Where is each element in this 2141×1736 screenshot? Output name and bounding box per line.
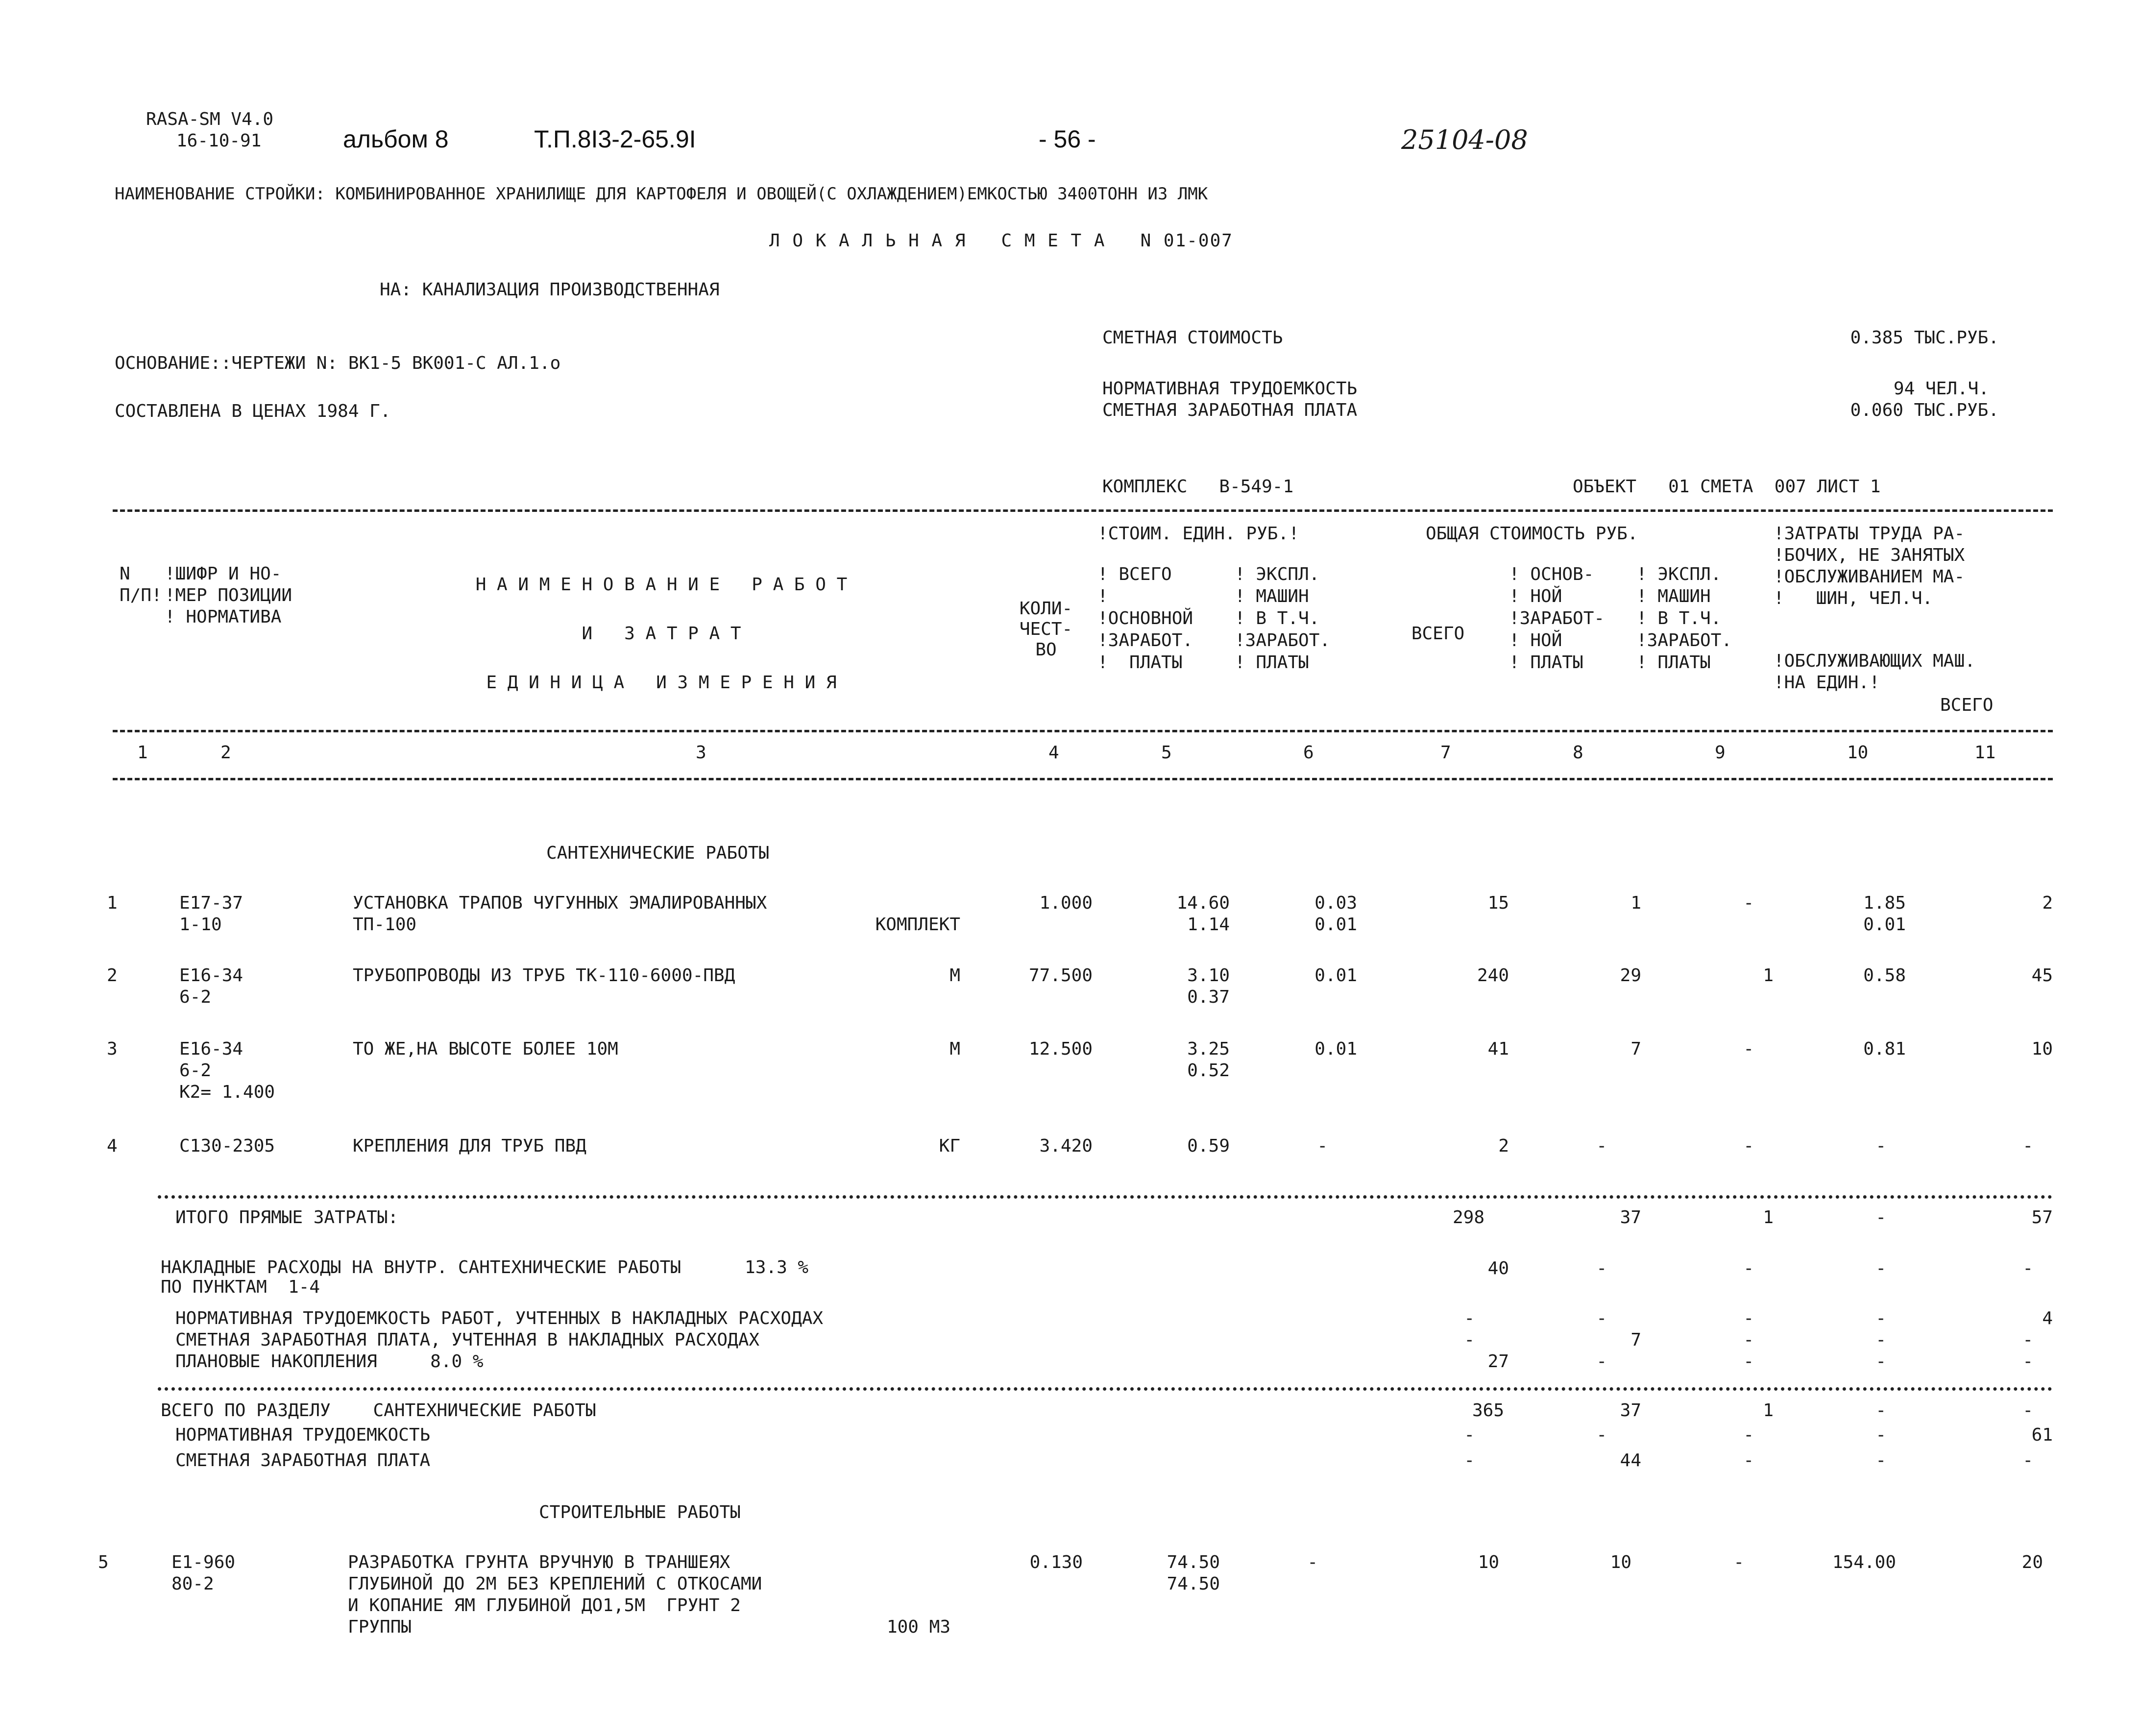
summary-cost-value: 0.385 ТЫС.РУБ. bbox=[1850, 328, 1999, 348]
wage-in-overhead-total: - bbox=[1464, 1330, 1475, 1350]
col-name-header-3: Е Д И Н И Ц А И З М Е Р Е Н И Я bbox=[486, 673, 837, 693]
row-unit-total: 0.59 bbox=[1187, 1136, 1230, 1156]
row-name: КРЕПЛЕНИЯ ДЛЯ ТРУБ ПВД bbox=[353, 1136, 586, 1156]
row-labor-unit: 1.85 0.01 bbox=[1863, 893, 1906, 935]
row-labor-unit: - bbox=[1875, 1136, 1886, 1156]
header-mid-rule bbox=[113, 730, 2053, 732]
print-date: 16-10-91 bbox=[176, 131, 262, 151]
row-unit-total: 3.25 0.52 bbox=[1187, 1039, 1230, 1081]
planned-savings-labor-unit: - bbox=[1875, 1351, 1886, 1372]
section-labor-machines: - bbox=[1743, 1425, 1754, 1445]
row-code: Е16-34 6-2 bbox=[179, 965, 243, 1007]
price-level: СОСТАВЛЕНА В ЦЕНАХ 1984 Г. bbox=[115, 401, 391, 421]
row-machines: - bbox=[1743, 893, 1754, 913]
estimate-title: Л О К А Л Ь Н А Я С М Е Т А N 01-007 bbox=[769, 231, 1233, 251]
direct-costs-wages: 37 bbox=[1620, 1207, 1641, 1228]
section-total-value: 365 bbox=[1472, 1400, 1504, 1421]
col-code-header: !ШИФР И НО- !МЕР ПОЗИЦИИ ! НОРМАТИВА bbox=[165, 564, 292, 627]
row-quantity: 77.500 bbox=[1028, 965, 1093, 986]
col-num-11: 11 bbox=[1974, 743, 1996, 763]
col-name-header-1: Н А И М Е Н О В А Н И Е Р А Б О Т bbox=[475, 575, 848, 595]
direct-costs-total: 298 bbox=[1452, 1207, 1484, 1228]
row-unit-machines: 0.01 bbox=[1314, 1039, 1357, 1059]
row-total: 41 bbox=[1487, 1039, 1509, 1059]
overhead-label: НАКЛАДНЫЕ РАСХОДЫ НА ВНУТР. САНТЕХНИЧЕСКИЕ РАБОТЫ 13.3 % ПО ПУНКТАМ 1-4 bbox=[161, 1257, 809, 1297]
row-total: 240 bbox=[1477, 965, 1509, 986]
summary-cost-label: СМЕТНАЯ СТОИМОСТЬ bbox=[1102, 328, 1283, 348]
section-total-labor-unit: - bbox=[1875, 1400, 1886, 1421]
col-6-header: ! ЭКСПЛ. ! МАШИН ! В Т.Ч. !ЗАРАБОТ. ! ПЛАТЫ bbox=[1235, 564, 1331, 673]
planned-savings-label: ПЛАНОВЫЕ НАКОПЛЕНИЯ 8.0 % bbox=[175, 1351, 484, 1372]
row-labor-total: 2 bbox=[2042, 893, 2053, 913]
row-labor-total: 45 bbox=[2031, 965, 2053, 986]
row-labor-total: - bbox=[2022, 1136, 2033, 1156]
summary-wage-label: СМЕТНАЯ ЗАРАБОТНАЯ ПЛАТА bbox=[1102, 400, 1358, 420]
row-name: ТО ЖЕ,НА ВЫСОТЕ БОЛЕЕ 10М bbox=[353, 1039, 618, 1059]
row-unit: КОМПЛЕКТ bbox=[875, 915, 960, 935]
row-unit-machines: 0.01 bbox=[1314, 965, 1357, 986]
row-unit-total: 14.60 1.14 bbox=[1176, 893, 1230, 935]
section-total-label: ВСЕГО ПО РАЗДЕЛУ САНТЕХНИЧЕСКИЕ РАБОТЫ bbox=[161, 1400, 596, 1421]
overhead-wages: - bbox=[1596, 1258, 1607, 1278]
summary-labor-value: 94 ЧЕЛ.Ч. bbox=[1893, 379, 1989, 399]
row-machines: - bbox=[1743, 1039, 1754, 1059]
labor-in-overhead-machines: - bbox=[1743, 1308, 1754, 1328]
row-name: РАЗРАБОТКА ГРУНТА ВРУЧНУЮ В ТРАНШЕЯХ ГЛУБИНОЙ ДО 2М БЕЗ КРЕПЛЕНИЙ С ОТКОСАМИ И КОПАНИЕ ЯМ ГЛУБИНОЙ ДО1,5М ГРУНТ 2 ГРУППЫ bbox=[348, 1552, 762, 1637]
row-unit-machines: 0.03 0.01 bbox=[1314, 893, 1357, 935]
row-total: 15 bbox=[1487, 893, 1509, 913]
row-unit-machines: - bbox=[1317, 1136, 1328, 1156]
row-machines: - bbox=[1733, 1552, 1744, 1572]
row-number: 5 bbox=[98, 1552, 109, 1572]
section-wage-machines: - bbox=[1743, 1450, 1754, 1471]
row-code: Е17-37 1-10 bbox=[179, 893, 243, 935]
row-quantity: 3.420 bbox=[1039, 1136, 1093, 1156]
col-5-header: ! ВСЕГО ! !ОСНОВНОЙ !ЗАРАБОТ. ! ПЛАТЫ bbox=[1097, 564, 1193, 673]
planned-savings-total: 27 bbox=[1487, 1351, 1509, 1372]
section-labor-labor-total: 61 bbox=[2031, 1425, 2053, 1445]
row-unit-total: 3.10 0.37 bbox=[1187, 965, 1230, 1007]
summary-wage-value: 0.060 ТЫС.РУБ. bbox=[1850, 400, 1999, 420]
col-num-4: 4 bbox=[1048, 743, 1059, 763]
overhead-total: 40 bbox=[1487, 1258, 1509, 1278]
col-quantity-header: КОЛИ- ЧЕСТ- ВО bbox=[1019, 599, 1073, 660]
col-num-8: 8 bbox=[1573, 743, 1583, 763]
row-name: УСТАНОВКА ТРАПОВ ЧУГУННЫХ ЭМАЛИРОВАННЫХ ТП-100 bbox=[353, 893, 767, 935]
row-name: ТРУБОПРОВОДЫ ИЗ ТРУБ ТК-110-6000-ПВД bbox=[353, 965, 735, 986]
section-labor-wages: - bbox=[1596, 1425, 1607, 1445]
unit-cost-header: !СТОИМ. ЕДИН. РУБ.! bbox=[1097, 524, 1299, 544]
labor-in-overhead-labor-total: 4 bbox=[2042, 1308, 2053, 1328]
direct-costs-machines: 1 bbox=[1763, 1207, 1774, 1228]
header-top-rule bbox=[113, 509, 2053, 512]
row-unit: КГ bbox=[939, 1136, 960, 1156]
row-labor-total: 10 bbox=[2031, 1039, 2053, 1059]
col-num-9: 9 bbox=[1715, 743, 1726, 763]
overhead-machines: - bbox=[1743, 1258, 1754, 1278]
col-10-header: !ОБСЛУЖИВАЮЩИХ МАШ. !НА ЕДИН.! bbox=[1774, 651, 1975, 693]
complex-code: КОМПЛЕКС В-549-1 bbox=[1102, 477, 1294, 497]
planned-savings-machines: - bbox=[1743, 1351, 1754, 1372]
row-quantity: 12.500 bbox=[1028, 1039, 1093, 1059]
row-wages: 29 bbox=[1620, 965, 1641, 986]
row-unit: М bbox=[949, 1039, 960, 1059]
page-number: - 56 - bbox=[1039, 125, 1096, 153]
row-quantity: 1.000 bbox=[1039, 893, 1093, 913]
row-machines: - bbox=[1743, 1136, 1754, 1156]
direct-costs-labor-unit: - bbox=[1875, 1207, 1886, 1228]
header-bottom-rule bbox=[113, 778, 2053, 780]
program-version: RASA-SM V4.0 bbox=[146, 109, 274, 129]
row-labor-unit: 0.58 bbox=[1863, 965, 1906, 986]
section-total-machines: 1 bbox=[1763, 1400, 1774, 1421]
construction-title: НАИМЕНОВАНИЕ СТРОЙКИ: КОМБИНИРОВАННОЕ ХРАНИЛИЩЕ ДЛЯ КАРТОФЕЛЯ И ОВОЩЕЙ(С ОХЛАЖДЕНИЕМ)ЕМКОСТЬЮ 3400ТОНН ИЗ ЛМК bbox=[115, 184, 1208, 204]
col-num-5: 5 bbox=[1161, 743, 1172, 763]
wage-in-overhead-wages: 7 bbox=[1630, 1330, 1641, 1350]
wage-in-overhead-labor-unit: - bbox=[1875, 1330, 1886, 1350]
col-9-header: ! ЭКСПЛ. ! МАШИН ! В Т.Ч. !ЗАРАБОТ. ! ПЛАТЫ bbox=[1636, 564, 1732, 673]
wage-in-overhead-label: СМЕТНАЯ ЗАРАБОТНАЯ ПЛАТА, УЧТЕННАЯ В НАКЛАДНЫХ РАСХОДАХ bbox=[175, 1330, 760, 1350]
col-7-header: ВСЕГО bbox=[1411, 624, 1465, 644]
labor-in-overhead-label: НОРМАТИВНАЯ ТРУДОЕМКОСТЬ РАБОТ, УЧТЕННЫХ В НАКЛАДНЫХ РАСХОДАХ bbox=[175, 1308, 824, 1328]
col-8-header: ! ОСНОВ- ! НОЙ !ЗАРАБОТ- ! НОЙ ! ПЛАТЫ bbox=[1509, 564, 1605, 673]
direct-costs-labor-total: 57 bbox=[2031, 1207, 2053, 1228]
section-title: САНТЕХНИЧЕСКИЕ РАБОТЫ bbox=[546, 843, 770, 863]
overhead-labor-unit: - bbox=[1875, 1258, 1886, 1278]
section-wage-label: СМЕТНАЯ ЗАРАБОТНАЯ ПЛАТА bbox=[175, 1450, 431, 1471]
row-code: Е1-960 80-2 bbox=[171, 1552, 236, 1594]
section-wage-labor-total: - bbox=[2022, 1450, 2033, 1471]
row-labor-unit: 0.81 bbox=[1863, 1039, 1906, 1059]
col-name-header-2: И З А Т Р А Т bbox=[582, 624, 741, 644]
row-wages: 7 bbox=[1630, 1039, 1641, 1059]
section-total-labor-total: - bbox=[2022, 1400, 2033, 1421]
labor-header: !ЗАТРАТЫ ТРУДА РА- !БОЧИХ, НЕ ЗАНЯТЫХ !ОБСЛУЖИВАНИЕМ МА- ! ШИН, ЧЕЛ.Ч. bbox=[1774, 524, 1965, 608]
row-unit: 100 М3 bbox=[886, 1617, 950, 1637]
wage-in-overhead-labor-total: - bbox=[2022, 1330, 2033, 1350]
section-wage-labor-unit: - bbox=[1875, 1450, 1886, 1471]
section-labor-labor-unit: - bbox=[1875, 1425, 1886, 1445]
row-number: 4 bbox=[107, 1136, 118, 1156]
section-labor-total: - bbox=[1464, 1425, 1475, 1445]
direct-costs-label: ИТОГО ПРЯМЫЕ ЗАТРАТЫ: bbox=[175, 1207, 399, 1228]
planned-savings-labor-total: - bbox=[2022, 1351, 2033, 1372]
col-num-2: 2 bbox=[220, 743, 231, 763]
row-unit: М bbox=[949, 965, 960, 986]
row-total: 2 bbox=[1498, 1136, 1509, 1156]
row-wages: 10 bbox=[1610, 1552, 1631, 1572]
row-code: С130-2305 bbox=[179, 1136, 275, 1156]
row-labor-total: 20 bbox=[2021, 1552, 2043, 1572]
row-wages: 1 bbox=[1630, 893, 1641, 913]
labor-in-overhead-labor-unit: - bbox=[1875, 1308, 1886, 1328]
section-title: СТРОИТЕЛЬНЫЕ РАБОТЫ bbox=[539, 1502, 741, 1522]
summary-labor-label: НОРМАТИВНАЯ ТРУДОЕМКОСТЬ bbox=[1102, 379, 1358, 399]
planned-savings-wages: - bbox=[1596, 1351, 1607, 1372]
row-number: 2 bbox=[107, 965, 118, 986]
project-code: Т.П.8I3-2-65.9I bbox=[534, 125, 696, 153]
album-label: альбом 8 bbox=[343, 125, 449, 153]
col-num-6: 6 bbox=[1303, 743, 1314, 763]
wage-in-overhead-machines: - bbox=[1743, 1330, 1754, 1350]
col-num-10: 10 bbox=[1847, 743, 1869, 763]
col-number-header: N П/П! bbox=[120, 564, 162, 605]
row-unit-machines: - bbox=[1307, 1552, 1318, 1572]
basis-drawings: ОСНОВАНИЕ::ЧЕРТЕЖИ N: ВК1-5 ВК001-С АЛ.1.о bbox=[115, 353, 561, 373]
section-total-wages: 37 bbox=[1620, 1400, 1641, 1421]
row-machines: 1 bbox=[1763, 965, 1774, 986]
row-unit-total: 74.50 74.50 bbox=[1167, 1552, 1220, 1594]
estimate-subject: НА: КАНАЛИЗАЦИЯ ПРОИЗВОДСТВЕННАЯ bbox=[380, 280, 720, 300]
row-labor-unit: 154.00 bbox=[1832, 1552, 1896, 1572]
row-number: 1 bbox=[107, 893, 118, 913]
row-wages: - bbox=[1596, 1136, 1607, 1156]
col-11-header: ВСЕГО bbox=[1940, 695, 1994, 715]
row-quantity: 0.130 bbox=[1029, 1552, 1083, 1572]
section-total-separator bbox=[158, 1387, 2053, 1391]
totals-separator bbox=[158, 1195, 2053, 1199]
section-wage-wages: 44 bbox=[1620, 1450, 1641, 1471]
labor-in-overhead-wages: - bbox=[1596, 1308, 1607, 1328]
section-wage-total: - bbox=[1464, 1450, 1475, 1471]
col-num-3: 3 bbox=[696, 743, 706, 763]
row-code: Е16-34 6-2 К2= 1.400 bbox=[179, 1039, 275, 1102]
total-cost-header: ОБЩАЯ СТОИМОСТЬ РУБ. bbox=[1426, 524, 1638, 544]
object-sheet: ОБЪЕКТ 01 СМЕТА 007 ЛИСТ 1 bbox=[1573, 477, 1881, 497]
col-num-7: 7 bbox=[1440, 743, 1451, 763]
section-labor-label: НОРМАТИВНАЯ ТРУДОЕМКОСТЬ bbox=[175, 1425, 431, 1445]
row-number: 3 bbox=[107, 1039, 118, 1059]
overhead-labor-total: - bbox=[2022, 1258, 2033, 1278]
document-number: 25104-08 bbox=[1401, 124, 1528, 155]
col-num-1: 1 bbox=[137, 743, 148, 763]
row-total: 10 bbox=[1478, 1552, 1499, 1572]
labor-in-overhead-total: - bbox=[1464, 1308, 1475, 1328]
